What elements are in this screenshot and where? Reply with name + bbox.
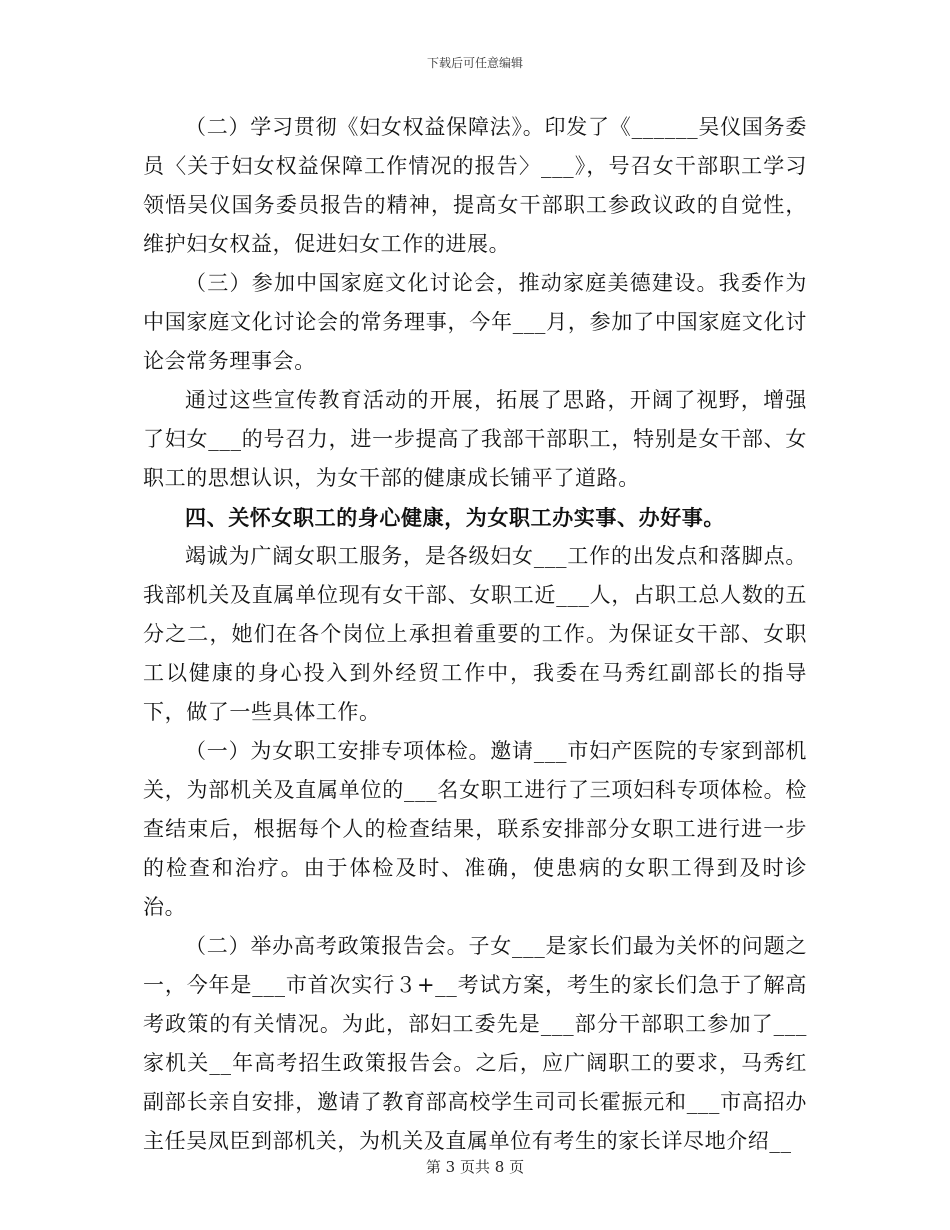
paragraph-rights-law: （二）学习贯彻《妇女权益保障法》。印发了《______吴仪国务委员〈关于妇女权益保障工作情况的报告〉___》，号召女干部职工学习领悟吴仪国务委员报告的精神，提高女干部职工参政议政的自觉性，维护妇女权益，促进妇女工作的进展。 (143, 115, 807, 256)
paragraph-education-results: 通过这些宣传教育活动的开展，拓展了思路，开阔了视野，增强了妇女___的号召力，进一步提高了我部干部职工，特别是女干部、女职工的思想认识，为女干部的健康成长铺平了道路。 (143, 388, 807, 490)
paragraph-family-culture: （三）参加中国家庭文化讨论会，推动家庭美德建设。我委作为中国家庭文化讨论会的常务理事，今年___月，参加了中国家庭文化讨论会常务理事会。 (143, 271, 807, 373)
paragraph-health-check: （一）为女职工安排专项体检。邀请___市妇产医院的专家到部机关，为部机关及直属单位的___名女职工进行了三项妇科专项体检。检查结束后，根据每个人的检查结果，联系安排部分女职工进行进一步的检查和治疗。由于体检及时、准确，使患病的女职工得到及时诊治。 (143, 739, 807, 919)
paragraph-exam-policy: （二）举办高考政策报告会。子女___是家长们最为关怀的问题之一，今年是___市首次实行３+__考试方案，考生的家长们急于了解高考政策的有关情况。为此，部妇工委先是___部分干部职工参加了___家机关__年高考招生政策报告会。之后，应广阔职工的要求，马秀红副部长亲自安排，邀请了教育部高校学生司司长霍振元和___市高招办主任吴凤臣到部机关，为机关及直属单位有考生的家长详尽地介绍__ (143, 934, 807, 1153)
paragraph-service-intro: 竭诚为广阔女职工服务，是各级妇女___工作的出发点和落脚点。我部机关及直属单位现有女干部、女职工近___人，占职工总人数的五分之二，她们在各个岗位上承担着重要的工作。为保证女干部、女职工以健康的身心投入到外经贸工作中，我委在马秀红副部长的指导下，做了一些具体工作。 (143, 544, 807, 724)
section-heading-care: 四、关怀女职工的身心健康，为女职工办实事、办好事。 (185, 505, 725, 530)
document-body (143, 108, 807, 1161)
page-footer: 第 3 页共 8 页 (425, 1158, 525, 1176)
page-header: 下载后可任意编辑 (426, 56, 523, 70)
